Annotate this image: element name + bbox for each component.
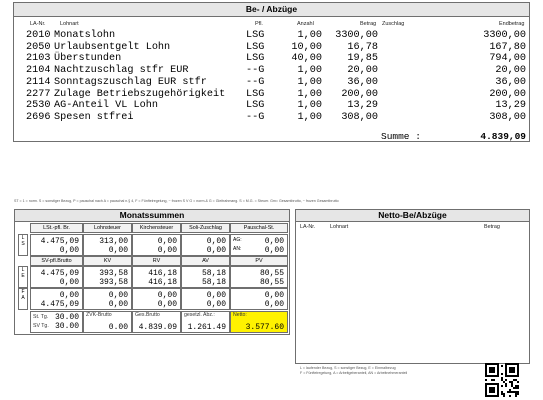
- nba-col-la-nr: LA-Nr.: [300, 224, 316, 230]
- hdr-pauschal: Pauschal-St.: [230, 223, 288, 233]
- hdr-soli: Soli-Zuschlag: [181, 223, 230, 233]
- hdr-sv-brutto: SV-pfl.Brutto: [30, 256, 83, 266]
- anzahl-cell: 1,00: [297, 88, 322, 100]
- summe-label: Summe :: [381, 131, 421, 142]
- side-label-le: [18, 266, 28, 288]
- col-header-pfl: Pfl.: [255, 21, 263, 27]
- col-header-anzahl: Anzahl: [297, 21, 314, 27]
- col-header-endbetrag: Endbetrag: [499, 21, 525, 27]
- qr-code-icon: [485, 363, 519, 397]
- netto-value: 3.577.60: [245, 323, 284, 332]
- side-fa-text: F A: [21, 289, 25, 301]
- col-header-betrag: Betrag: [360, 21, 377, 27]
- endbetrag-cell: 36,00: [495, 76, 526, 88]
- cell-av-fa: [181, 288, 230, 310]
- anzahl-cell: 1,00: [297, 111, 322, 123]
- la-nr-cell: 2530: [26, 100, 51, 112]
- cell-rv-fa: [132, 288, 181, 310]
- rv-fa-value-2: 0,00: [157, 300, 177, 309]
- pfl-cell: LSG: [246, 88, 265, 100]
- netto-label: Netto:: [233, 312, 247, 318]
- pfl-cell: LSG: [246, 53, 265, 65]
- anzahl-cell: 1,00: [297, 30, 322, 41]
- side-le-text: L E: [21, 267, 25, 279]
- pfl-cell: --G: [246, 65, 265, 77]
- pauschal-ag-value: 0,00: [264, 237, 284, 246]
- kv-le-value-2: 393,58: [99, 278, 128, 287]
- zvk-brutto-label: ZVK-Brutto: [86, 312, 112, 318]
- cell-kv-le: [83, 266, 132, 288]
- lohnart-cell: AG-Anteil VL Lohn: [54, 100, 158, 112]
- be-abzuege-panel: [13, 2, 530, 142]
- betrag-cell: 16,78: [347, 41, 378, 53]
- col-header-zuschlag: Zuschlag: [382, 21, 405, 27]
- lohnart-row: [14, 112, 529, 123]
- lst-brutto-value-2: 0,00: [59, 246, 79, 255]
- pv-le-value-2: 80,55: [259, 278, 284, 287]
- pauschal-ag-label: AG:: [233, 237, 242, 243]
- cell-lst-brutto: [30, 234, 83, 256]
- soli-value: 0,00: [206, 237, 226, 246]
- anzahl-cell: 1,00: [297, 65, 322, 77]
- footer-legend-line-1: L = laufender Bezug, S = sonstiger Bezug, E = Einmalbezug: [300, 366, 396, 370]
- anzahl-cell: 40,00: [291, 53, 322, 65]
- sv-tg-value: 30.00: [54, 322, 79, 331]
- nba-col-betrag: Betrag: [484, 224, 500, 230]
- gesetzl-abz-value: 1.261.49: [187, 323, 226, 332]
- st-tg-value: 30.00: [54, 313, 79, 322]
- gesetzl-abz-label: gesetzl. Abz.:: [184, 312, 215, 318]
- footer-legend-line-2: F = Fünftelregelung, A = Arbeitgeberanteil, AN = Arbeitnehmeranteil: [300, 371, 408, 375]
- endbetrag-cell: 3300,00: [483, 30, 526, 41]
- cell-sv-brutto-fa: [30, 288, 83, 310]
- cell-sv-brutto-le: [30, 266, 83, 288]
- hdr-kv: KV: [83, 256, 132, 266]
- cell-lohnsteuer: [83, 234, 132, 256]
- kv-le-value: 393,58: [99, 269, 128, 278]
- cell-zvk-brutto: [83, 311, 132, 333]
- pv-le-value: 80,55: [259, 269, 284, 278]
- monatssummen-title: Monatssummen: [15, 210, 289, 222]
- lst-brutto-value: 4.475,09: [40, 237, 79, 246]
- rv-le-value-2: 416,18: [148, 278, 177, 287]
- zvk-brutto-value: 0.00: [108, 323, 128, 332]
- endbetrag-cell: 308,00: [489, 111, 526, 123]
- lohnsteuer-value: 313,00: [99, 237, 128, 246]
- lohnart-row: [14, 89, 529, 100]
- cell-netto: [230, 311, 288, 333]
- lohnart-row: [14, 100, 529, 111]
- sv-brutto-fa-value-2: 4.475,09: [40, 300, 79, 309]
- cell-kv-fa: [83, 288, 132, 310]
- cell-pv-fa: [230, 288, 288, 310]
- betrag-cell: 19,85: [347, 53, 378, 65]
- side-label-fa: [18, 288, 28, 310]
- side-label-ls: [18, 234, 28, 256]
- hdr-av: AV: [181, 256, 230, 266]
- cell-pauschal: [230, 234, 288, 256]
- kv-fa-value-2: 0,00: [108, 300, 128, 309]
- cell-kirchensteuer: [132, 234, 181, 256]
- av-le-value: 58,18: [201, 269, 226, 278]
- lohnart-row: [14, 65, 529, 76]
- footer-legend: [300, 366, 407, 376]
- sv-brutto-le-value: 4.475,09: [40, 269, 79, 278]
- lohnart-cell: Spesen stfrei: [54, 111, 134, 123]
- lohnart-cell: Monatslohn: [54, 30, 116, 41]
- pfl-cell: --G: [246, 111, 265, 123]
- kirchensteuer-value-2: 0,00: [157, 246, 177, 255]
- av-fa-value-2: 0,00: [206, 300, 226, 309]
- pv-fa-value-2: 0,00: [264, 300, 284, 309]
- betrag-cell: 200,00: [341, 88, 378, 100]
- col-header-lohnart: Lohnart: [60, 21, 79, 27]
- cell-av-le: [181, 266, 230, 288]
- col-header-la-nr: LA-Nr.: [30, 21, 46, 27]
- pv-fa-value: 0,00: [264, 291, 284, 300]
- hdr-lohnsteuer: Lohnsteuer: [83, 223, 132, 233]
- endbetrag-cell: 200,00: [489, 88, 526, 100]
- lohnart-cell: Sonntagszuschlag EUR stfr: [54, 76, 207, 88]
- la-nr-cell: 2114: [26, 76, 51, 88]
- lohnart-row: [14, 53, 529, 64]
- lohnart-cell: Nachtzuschlag stfr EUR: [54, 65, 189, 77]
- pfl-cell: --G: [246, 76, 265, 88]
- av-fa-value: 0,00: [206, 291, 226, 300]
- ges-brutto-value: 4.839.09: [138, 323, 177, 332]
- sv-tg-label: SV Tg.: [33, 323, 49, 329]
- la-nr-cell: 2010: [26, 30, 51, 41]
- cell-pv-le: [230, 266, 288, 288]
- cell-rv-le: [132, 266, 181, 288]
- betrag-cell: 308,00: [341, 111, 378, 123]
- betrag-cell: 13,29: [347, 100, 378, 112]
- monatssummen-panel: [14, 209, 290, 335]
- la-nr-cell: 2104: [26, 65, 51, 77]
- pfl-cell: LSG: [246, 30, 265, 41]
- endbetrag-cell: 167,80: [489, 41, 526, 53]
- side-ls-text: L S: [21, 235, 25, 247]
- lohnart-cell: Urlaubsentgelt Lohn: [54, 41, 171, 53]
- anzahl-cell: 1,00: [297, 76, 322, 88]
- cell-ges-brutto: [132, 311, 181, 333]
- cell-soli: [181, 234, 230, 256]
- be-abzuege-title: Be- / Abzüge: [14, 3, 529, 17]
- pfl-cell: LSG: [246, 100, 265, 112]
- hdr-pv: PV: [230, 256, 288, 266]
- betrag-cell: 3300,00: [335, 30, 378, 41]
- netto-be-abzuege-title: Netto-Be/Abzüge: [296, 210, 529, 222]
- lohnart-cell: Zulage Betriebszugehörigkeit: [54, 88, 226, 100]
- la-nr-cell: 2103: [26, 53, 51, 65]
- summe-value: 4.839,09: [480, 131, 526, 142]
- lohnart-cell: Überstunden: [54, 53, 122, 65]
- nba-col-lohnart: Lohnart: [330, 224, 349, 230]
- sv-brutto-le-value-2: 0,00: [59, 278, 79, 287]
- lohnsteuer-value-2: 0,00: [108, 246, 128, 255]
- hdr-kirchensteuer: Kirchensteuer: [132, 223, 181, 233]
- la-nr-cell: 2050: [26, 41, 51, 53]
- endbetrag-cell: 794,00: [489, 53, 526, 65]
- la-nr-cell: 2277: [26, 88, 51, 100]
- betrag-cell: 20,00: [347, 65, 378, 77]
- endbetrag-cell: 13,29: [495, 100, 526, 112]
- abbreviation-legend: ST = 1 = norm. S = sonstiger Bezug, P = pauschal nach A = pauschal n.§ 4, F = Fünftelregelung, ~ frozen S V G = norm.& G = Gleitrahmang. S = M.G. = Steuer. Gm= Gesamtbrutto, ~ frozen Gesamtbrutto: [14, 199, 339, 203]
- betrag-cell: 36,00: [347, 76, 378, 88]
- anzahl-cell: 1,00: [297, 100, 322, 112]
- netto-be-abzuege-panel: [295, 209, 530, 364]
- kirchensteuer-value: 0,00: [157, 237, 177, 246]
- st-tg-label: St. Tg.: [33, 314, 49, 320]
- sv-brutto-fa-value: 0,00: [59, 291, 79, 300]
- cell-tage: [30, 311, 83, 333]
- pauschal-an-label: AN:: [233, 246, 242, 252]
- pauschal-an-value: 0,00: [264, 246, 284, 255]
- pfl-cell: LSG: [246, 41, 265, 53]
- lohnart-row: [14, 77, 529, 88]
- ges-brutto-label: Ges.Brutto: [135, 312, 160, 318]
- hdr-rv: RV: [132, 256, 181, 266]
- la-nr-cell: 2696: [26, 111, 51, 123]
- cell-gesetzl-abz: [181, 311, 230, 333]
- kv-fa-value: 0,00: [108, 291, 128, 300]
- av-le-value-2: 58,18: [201, 278, 226, 287]
- rv-le-value: 416,18: [148, 269, 177, 278]
- lohnart-row: [14, 30, 529, 41]
- lohnart-row: [14, 42, 529, 53]
- rv-fa-value: 0,00: [157, 291, 177, 300]
- anzahl-cell: 10,00: [291, 41, 322, 53]
- endbetrag-cell: 20,00: [495, 65, 526, 77]
- hdr-lst-brutto: LSt.-pfl. Br.: [30, 223, 83, 233]
- soli-value-2: 0,00: [206, 246, 226, 255]
